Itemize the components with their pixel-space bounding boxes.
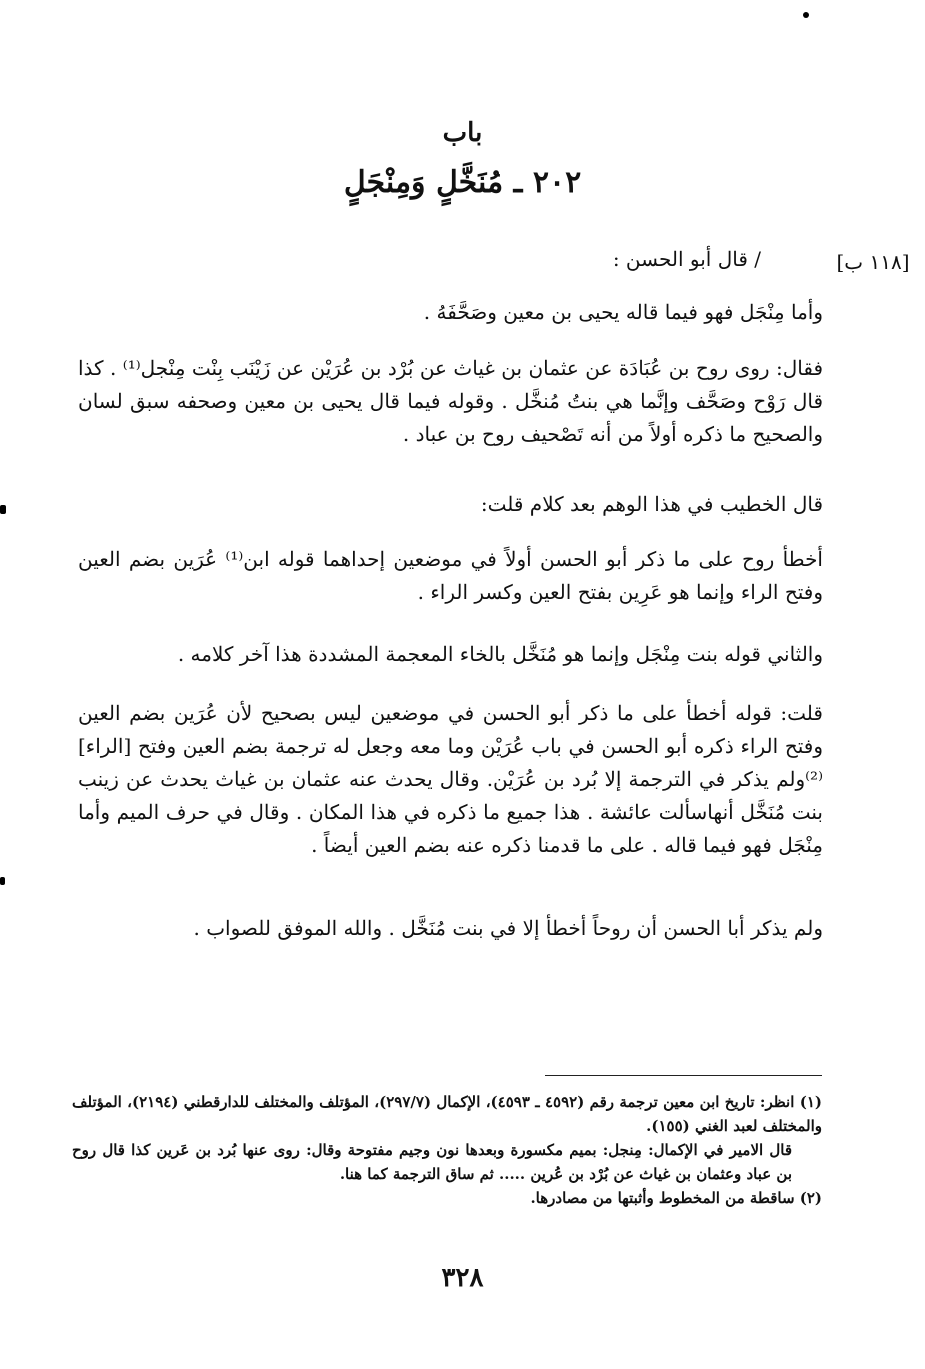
paragraph-5 (78, 543, 823, 609)
footnotes (72, 1090, 822, 1210)
paragraph-text: / قال أبو الحسن : (612, 247, 761, 271)
paragraph-6 (78, 638, 823, 671)
paragraph-7 (78, 697, 823, 862)
footnote-2: (٢) ساقطة من المخطوط وأثبتها من مصادرها. (530, 1189, 822, 1207)
paragraph-4 (78, 488, 823, 521)
paragraph-2 (78, 296, 823, 329)
paragraph-text: والثاني قوله بنت مِنْجَل وإنما هو مُنَخَّل بالخاء المعجمة المشددة هذا آخر كلامه . (177, 642, 823, 666)
chapter-title: ٢٠٢ ـ مُنَخَّلٍ وَمِنْجَلٍ (343, 165, 582, 200)
paragraph-text: قلت: قوله أخطأ على ما ذكر أبو الحسن في موضعين ليس بصحيح لأن عُرَين بضم العين وفتح الراء ذكره أبو الحسن في باب عُرَيْن وما معه وجعل له ترجمة بضم العين وفتح [الراء]⁽²⁾ولم يذكر في الترجمة إلا بُرد بن عُرَيْن. وقال يحدث عنه عثمان بن غياث يحدث عن زينب بنت مُنَخَّل أنهاسألت عائشة . هذا جميع ما ذكره في هذا المكان . وقال في حرف الميم وأما مِنْجَل فهو فيما قاله . على ما قدمنا ذكره عنه بضم العين أيضاً . (78, 701, 823, 857)
paragraph-text: أخطأ روح على ما ذكر أبو الحسن أولاً في موضعين إحداهما قوله ابن⁽¹⁾ عُرَين بضم العين وفتح الراء وإنما هو عَرِين بفتح العين وكسر الراء . (78, 547, 823, 604)
folio-marker: [١١٨ ب] (836, 250, 910, 274)
footnote-1: (١) انظر: تاريخ ابن معين ترجمة رقم (٤٥٩٢ ـ ٤٥٩٣)، الإكمال (٢٩٧/٧)، المؤتلف والمختلف للدارقطني (٢١٩٤)، المؤتلف والمختلف لعبد الغني (١٥٥). (72, 1093, 822, 1135)
paragraph-text: فقال: روى روح بن عُبَادَة عن عثمان بن غياث عن بُرْد بن عُرَيْن عن زَيْنَب بِنْت مِنْجل⁽¹⁾ . كذا قال رَوْح وصَحَّف وإنَّما هي بنتُ مُنخَّل . وقوله فيما قال يحيى بن معين وصحفه سبق لسان والصحيح ما ذكره أولاً من أنه تَصْحيف روح بن عباد . (78, 356, 824, 446)
scan-speck (803, 12, 809, 18)
footnote-separator (545, 1075, 822, 1076)
paragraph-1 (78, 243, 823, 276)
scan-edge-mark (0, 505, 6, 514)
paragraph-text: ولم يذكر أبا الحسن أن روحاً أخطأ إلا في بنت مُنَخَّل . والله الموفق للصواب . (193, 916, 823, 940)
page-number: ٣٢٨ (441, 1263, 484, 1293)
chapter-label: باب (442, 118, 483, 148)
paragraph-text: قال الخطيب في هذا الوهم بعد كلام قلت: (480, 492, 823, 516)
paragraph-3 (78, 352, 823, 451)
paragraph-text: وأما مِنْجَل فهو فيما قاله يحيى بن معين وصَحَّفَهُ . (423, 300, 823, 324)
footnote-1-continued: قال الامير في الإكمال: مِنجل: بميم مكسورة وبعدها نون وجيم مفتوحة وقال: روى عنها بُرد بن عَرين كذا قال روح بن عباد وعثمان بن غياث عن بُرْد بن عُرين ..... ثم ساق الترجمة كما هنا. (72, 1141, 792, 1183)
scan-edge-mark (0, 877, 5, 885)
paragraph-8 (78, 912, 823, 945)
